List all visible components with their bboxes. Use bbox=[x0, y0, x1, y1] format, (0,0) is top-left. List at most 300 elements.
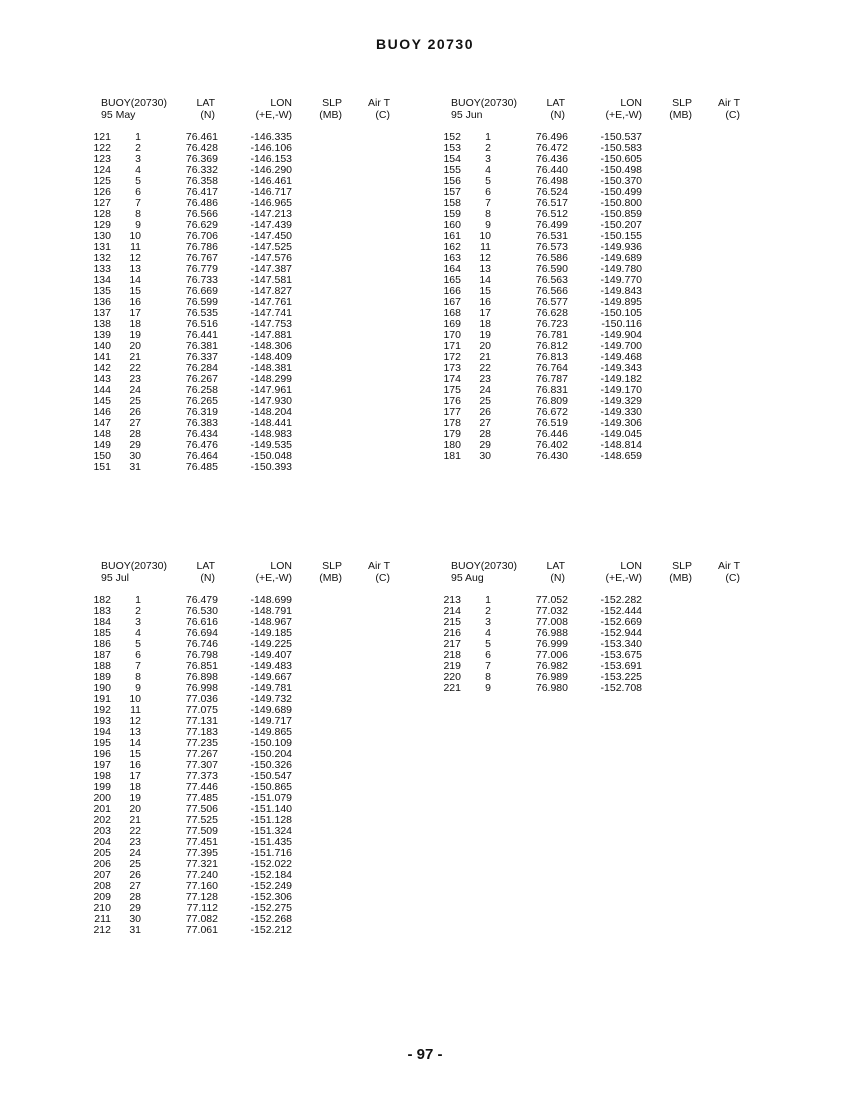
air-temp-unit: (C) bbox=[375, 572, 390, 584]
day-of-year: 205 bbox=[93, 847, 111, 859]
day-of-month: 28 bbox=[129, 891, 141, 903]
lat-header: LAT bbox=[196, 97, 215, 109]
day-of-month: 30 bbox=[129, 450, 141, 462]
day-of-month: 12 bbox=[479, 252, 491, 264]
lon-unit: (+E,-W) bbox=[255, 109, 292, 121]
day-of-year: 182 bbox=[93, 594, 111, 606]
lon-header: LON bbox=[270, 97, 292, 109]
longitude-value: -148.967 bbox=[250, 616, 292, 628]
latitude-value: 76.512 bbox=[535, 208, 568, 220]
longitude-value: -152.282 bbox=[600, 594, 642, 606]
day-of-year: 201 bbox=[93, 803, 111, 815]
latitude-value: 76.999 bbox=[535, 638, 568, 650]
longitude-value: -148.381 bbox=[250, 362, 292, 374]
day-of-year: 179 bbox=[443, 428, 461, 440]
latitude-value: 76.265 bbox=[185, 395, 218, 407]
latitude-value: 76.499 bbox=[535, 219, 568, 231]
day-of-month: 4 bbox=[135, 627, 141, 639]
longitude-value: -149.343 bbox=[600, 362, 642, 374]
day-of-year: 137 bbox=[93, 307, 111, 319]
latitude-value: 76.573 bbox=[535, 241, 568, 253]
day-of-month: 25 bbox=[129, 395, 141, 407]
day-of-year: 127 bbox=[93, 197, 111, 209]
day-of-month: 8 bbox=[485, 208, 491, 220]
day-of-month: 4 bbox=[135, 164, 141, 176]
longitude-value: -149.045 bbox=[600, 428, 642, 440]
longitude-value: -149.483 bbox=[250, 660, 292, 672]
day-of-month: 17 bbox=[129, 307, 141, 319]
latitude-value: 76.441 bbox=[185, 329, 218, 341]
day-of-month: 7 bbox=[485, 197, 491, 209]
slp-header: SLP bbox=[322, 560, 342, 572]
day-of-month: 29 bbox=[129, 902, 141, 914]
longitude-value: -152.184 bbox=[250, 869, 292, 881]
day-of-year: 134 bbox=[93, 274, 111, 286]
day-of-month: 15 bbox=[129, 748, 141, 760]
day-of-year: 158 bbox=[443, 197, 461, 209]
day-of-month: 21 bbox=[479, 351, 491, 363]
latitude-value: 77.395 bbox=[185, 847, 218, 859]
day-of-year: 132 bbox=[93, 252, 111, 264]
month-label: 95 Jul bbox=[101, 572, 130, 584]
day-of-year: 168 bbox=[443, 307, 461, 319]
air-temp-header: Air T bbox=[718, 560, 740, 572]
day-of-month: 19 bbox=[129, 792, 141, 804]
latitude-value: 77.112 bbox=[186, 902, 218, 914]
day-of-month: 1 bbox=[135, 594, 141, 606]
day-of-year: 167 bbox=[443, 296, 461, 308]
latitude-value: 77.075 bbox=[185, 704, 218, 716]
day-of-month: 2 bbox=[135, 605, 141, 617]
longitude-value: -149.895 bbox=[600, 296, 642, 308]
day-of-month: 28 bbox=[129, 428, 141, 440]
day-of-month: 4 bbox=[485, 164, 491, 176]
day-of-month: 28 bbox=[479, 428, 491, 440]
latitude-value: 77.485 bbox=[185, 792, 218, 804]
longitude-value: -147.930 bbox=[250, 395, 292, 407]
longitude-value: -147.581 bbox=[250, 274, 292, 286]
day-of-month: 3 bbox=[135, 153, 141, 165]
day-of-year: 213 bbox=[443, 594, 461, 606]
day-of-month: 7 bbox=[485, 660, 491, 672]
day-of-year: 220 bbox=[443, 671, 461, 683]
longitude-value: -148.791 bbox=[250, 605, 292, 617]
air-temp-header: Air T bbox=[368, 560, 390, 572]
buoy-label: BUOY(20730) bbox=[451, 560, 517, 572]
day-of-year: 150 bbox=[93, 450, 111, 462]
day-of-month: 13 bbox=[129, 263, 141, 275]
day-of-month: 1 bbox=[485, 594, 491, 606]
longitude-value: -146.290 bbox=[250, 164, 292, 176]
latitude-value: 76.369 bbox=[185, 153, 218, 165]
day-of-month: 3 bbox=[485, 616, 491, 628]
air-temp-unit: (C) bbox=[375, 109, 390, 121]
longitude-value: -150.865 bbox=[250, 781, 292, 793]
longitude-value: -153.340 bbox=[600, 638, 642, 650]
longitude-value: -148.659 bbox=[600, 450, 642, 462]
latitude-value: 77.036 bbox=[185, 693, 218, 705]
day-of-year: 221 bbox=[443, 682, 461, 694]
day-of-year: 123 bbox=[93, 153, 111, 165]
day-of-year: 169 bbox=[443, 318, 461, 330]
day-of-year: 194 bbox=[93, 726, 111, 738]
latitude-value: 77.509 bbox=[185, 825, 218, 837]
month-label: 95 Aug bbox=[451, 572, 484, 584]
longitude-value: -147.827 bbox=[250, 285, 292, 297]
day-of-year: 149 bbox=[93, 439, 111, 451]
day-of-year: 191 bbox=[93, 693, 111, 705]
day-of-year: 197 bbox=[93, 759, 111, 771]
air-temp-header: Air T bbox=[718, 97, 740, 109]
latitude-value: 76.402 bbox=[535, 439, 568, 451]
longitude-value: -147.213 bbox=[250, 208, 292, 220]
longitude-value: -149.306 bbox=[600, 417, 642, 429]
day-of-year: 154 bbox=[443, 153, 461, 165]
longitude-value: -149.689 bbox=[600, 252, 642, 264]
day-of-month: 27 bbox=[129, 880, 141, 892]
lon-unit: (+E,-W) bbox=[605, 109, 642, 121]
day-of-year: 161 bbox=[443, 230, 461, 242]
longitude-value: -149.535 bbox=[250, 439, 292, 451]
longitude-value: -149.225 bbox=[250, 638, 292, 650]
day-of-year: 173 bbox=[443, 362, 461, 374]
day-of-year: 189 bbox=[93, 671, 111, 683]
table-subheader bbox=[443, 109, 793, 121]
day-of-year: 177 bbox=[443, 406, 461, 418]
day-of-month: 5 bbox=[135, 175, 141, 187]
latitude-value: 76.428 bbox=[185, 142, 218, 154]
longitude-value: -148.441 bbox=[250, 417, 292, 429]
latitude-value: 76.851 bbox=[185, 660, 218, 672]
day-of-month: 26 bbox=[129, 869, 141, 881]
day-of-month: 4 bbox=[485, 627, 491, 639]
month-label: 95 May bbox=[101, 109, 136, 121]
air-temp-unit: (C) bbox=[725, 572, 740, 584]
day-of-year: 209 bbox=[93, 891, 111, 903]
longitude-value: -152.268 bbox=[250, 913, 292, 925]
longitude-value: -150.109 bbox=[250, 737, 292, 749]
longitude-value: -150.537 bbox=[600, 131, 642, 143]
latitude-value: 76.764 bbox=[535, 362, 568, 374]
latitude-value: 76.530 bbox=[185, 605, 218, 617]
day-of-month: 29 bbox=[479, 439, 491, 451]
air-temp-header: Air T bbox=[368, 97, 390, 109]
latitude-value: 76.535 bbox=[185, 307, 218, 319]
day-of-month: 3 bbox=[485, 153, 491, 165]
day-of-month: 10 bbox=[129, 693, 141, 705]
longitude-value: -152.249 bbox=[250, 880, 292, 892]
day-of-month: 1 bbox=[135, 131, 141, 143]
table-row bbox=[443, 451, 793, 462]
day-of-year: 166 bbox=[443, 285, 461, 297]
latitude-value: 76.566 bbox=[535, 285, 568, 297]
day-of-year: 148 bbox=[93, 428, 111, 440]
day-of-year: 122 bbox=[93, 142, 111, 154]
day-of-year: 151 bbox=[93, 461, 111, 473]
day-of-year: 162 bbox=[443, 241, 461, 253]
latitude-value: 76.472 bbox=[535, 142, 568, 154]
table-header bbox=[443, 560, 793, 572]
day-of-year: 210 bbox=[93, 902, 111, 914]
latitude-value: 76.267 bbox=[185, 373, 218, 385]
day-of-year: 133 bbox=[93, 263, 111, 275]
latitude-value: 77.131 bbox=[185, 715, 218, 727]
latitude-value: 76.798 bbox=[185, 649, 218, 661]
day-of-year: 174 bbox=[443, 373, 461, 385]
latitude-value: 77.506 bbox=[185, 803, 218, 815]
day-of-month: 2 bbox=[485, 605, 491, 617]
day-of-month: 20 bbox=[129, 340, 141, 352]
day-of-month: 8 bbox=[135, 208, 141, 220]
longitude-value: -147.881 bbox=[250, 329, 292, 341]
day-of-month: 9 bbox=[135, 219, 141, 231]
latitude-value: 76.586 bbox=[535, 252, 568, 264]
longitude-value: -150.583 bbox=[600, 142, 642, 154]
latitude-value: 76.779 bbox=[185, 263, 218, 275]
air-temp-unit: (C) bbox=[725, 109, 740, 121]
day-of-year: 218 bbox=[443, 649, 461, 661]
day-of-year: 144 bbox=[93, 384, 111, 396]
day-of-month: 6 bbox=[135, 649, 141, 661]
day-of-year: 143 bbox=[93, 373, 111, 385]
latitude-value: 76.599 bbox=[185, 296, 218, 308]
longitude-value: -152.708 bbox=[600, 682, 642, 694]
longitude-value: -146.335 bbox=[250, 131, 292, 143]
day-of-month: 11 bbox=[130, 241, 141, 253]
longitude-value: -149.780 bbox=[600, 263, 642, 275]
latitude-value: 76.337 bbox=[185, 351, 218, 363]
longitude-value: -150.116 bbox=[601, 318, 642, 330]
longitude-value: -151.435 bbox=[250, 836, 292, 848]
longitude-value: -150.204 bbox=[250, 748, 292, 760]
day-of-year: 129 bbox=[93, 219, 111, 231]
day-of-year: 121 bbox=[93, 131, 111, 143]
table-subheader bbox=[93, 572, 443, 584]
latitude-value: 76.498 bbox=[535, 175, 568, 187]
day-of-year: 219 bbox=[443, 660, 461, 672]
latitude-value: 76.516 bbox=[185, 318, 218, 330]
latitude-value: 76.381 bbox=[185, 340, 218, 352]
longitude-value: -149.468 bbox=[600, 351, 642, 363]
day-of-month: 16 bbox=[129, 296, 141, 308]
day-of-month: 13 bbox=[129, 726, 141, 738]
day-of-year: 215 bbox=[443, 616, 461, 628]
day-of-year: 156 bbox=[443, 175, 461, 187]
latitude-value: 76.258 bbox=[185, 384, 218, 396]
table-row bbox=[93, 462, 443, 473]
longitude-value: -148.699 bbox=[250, 594, 292, 606]
latitude-value: 77.006 bbox=[535, 649, 568, 661]
day-of-year: 146 bbox=[93, 406, 111, 418]
longitude-value: -150.498 bbox=[600, 164, 642, 176]
day-of-month: 8 bbox=[485, 671, 491, 683]
longitude-value: -149.667 bbox=[250, 671, 292, 683]
latitude-value: 76.629 bbox=[185, 219, 218, 231]
day-of-year: 138 bbox=[93, 318, 111, 330]
latitude-value: 76.461 bbox=[185, 131, 218, 143]
page-number: - 97 - bbox=[407, 1046, 443, 1063]
slp-unit: (MB) bbox=[319, 572, 342, 584]
longitude-value: -147.387 bbox=[250, 263, 292, 275]
day-of-month: 26 bbox=[479, 406, 491, 418]
data-table-jul bbox=[93, 560, 443, 936]
lat-header: LAT bbox=[546, 97, 565, 109]
latitude-value: 76.998 bbox=[185, 682, 218, 694]
table-row bbox=[443, 683, 793, 694]
day-of-year: 159 bbox=[443, 208, 461, 220]
day-of-year: 207 bbox=[93, 869, 111, 881]
day-of-year: 184 bbox=[93, 616, 111, 628]
latitude-value: 76.577 bbox=[535, 296, 568, 308]
day-of-year: 195 bbox=[93, 737, 111, 749]
table-row bbox=[93, 925, 443, 936]
lat-unit: (N) bbox=[200, 572, 215, 584]
latitude-value: 76.723 bbox=[535, 318, 568, 330]
longitude-value: -149.185 bbox=[250, 627, 292, 639]
day-of-year: 196 bbox=[93, 748, 111, 760]
day-of-month: 9 bbox=[485, 682, 491, 694]
latitude-value: 76.464 bbox=[185, 450, 218, 462]
slp-unit: (MB) bbox=[669, 572, 692, 584]
latitude-value: 77.446 bbox=[185, 781, 218, 793]
latitude-value: 77.052 bbox=[535, 594, 568, 606]
day-of-month: 7 bbox=[135, 197, 141, 209]
latitude-value: 76.417 bbox=[185, 186, 218, 198]
day-of-year: 193 bbox=[93, 715, 111, 727]
table-subheader bbox=[443, 572, 793, 584]
day-of-month: 14 bbox=[479, 274, 491, 286]
day-of-month: 25 bbox=[479, 395, 491, 407]
table-header bbox=[93, 560, 443, 572]
latitude-value: 76.319 bbox=[185, 406, 218, 418]
longitude-value: -148.306 bbox=[250, 340, 292, 352]
day-of-month: 25 bbox=[129, 858, 141, 870]
latitude-value: 76.694 bbox=[185, 627, 218, 639]
day-of-month: 12 bbox=[129, 715, 141, 727]
latitude-value: 76.786 bbox=[185, 241, 218, 253]
latitude-value: 77.061 bbox=[185, 924, 218, 936]
day-of-year: 185 bbox=[93, 627, 111, 639]
slp-header: SLP bbox=[672, 560, 692, 572]
latitude-value: 76.746 bbox=[185, 638, 218, 650]
day-of-year: 176 bbox=[443, 395, 461, 407]
longitude-value: -147.753 bbox=[250, 318, 292, 330]
longitude-value: -150.859 bbox=[600, 208, 642, 220]
day-of-month: 9 bbox=[485, 219, 491, 231]
longitude-value: -149.770 bbox=[600, 274, 642, 286]
day-of-month: 8 bbox=[135, 671, 141, 683]
longitude-value: -150.370 bbox=[600, 175, 642, 187]
day-of-year: 187 bbox=[93, 649, 111, 661]
day-of-year: 212 bbox=[93, 924, 111, 936]
day-of-month: 22 bbox=[129, 362, 141, 374]
day-of-month: 22 bbox=[129, 825, 141, 837]
table-subheader bbox=[93, 109, 443, 121]
latitude-value: 76.733 bbox=[185, 274, 218, 286]
data-table-jun bbox=[443, 97, 793, 462]
day-of-year: 208 bbox=[93, 880, 111, 892]
latitude-value: 76.284 bbox=[185, 362, 218, 374]
longitude-value: -150.155 bbox=[600, 230, 642, 242]
latitude-value: 76.989 bbox=[535, 671, 568, 683]
day-of-year: 163 bbox=[443, 252, 461, 264]
day-of-year: 141 bbox=[93, 351, 111, 363]
longitude-value: -149.936 bbox=[600, 241, 642, 253]
day-of-year: 165 bbox=[443, 274, 461, 286]
longitude-value: -147.439 bbox=[250, 219, 292, 231]
latitude-value: 76.988 bbox=[535, 627, 568, 639]
latitude-value: 76.486 bbox=[185, 197, 218, 209]
longitude-value: -151.128 bbox=[250, 814, 292, 826]
longitude-value: -149.170 bbox=[600, 384, 642, 396]
day-of-month: 30 bbox=[129, 913, 141, 925]
longitude-value: -150.207 bbox=[600, 219, 642, 231]
latitude-value: 77.240 bbox=[185, 869, 218, 881]
longitude-value: -152.444 bbox=[600, 605, 642, 617]
day-of-year: 140 bbox=[93, 340, 111, 352]
longitude-value: -149.330 bbox=[600, 406, 642, 418]
longitude-value: -151.324 bbox=[250, 825, 292, 837]
day-of-month: 24 bbox=[129, 384, 141, 396]
longitude-value: -149.717 bbox=[250, 715, 292, 727]
day-of-month: 29 bbox=[129, 439, 141, 451]
longitude-value: -149.689 bbox=[250, 704, 292, 716]
day-of-month: 3 bbox=[135, 616, 141, 628]
longitude-value: -149.781 bbox=[250, 682, 292, 694]
day-of-month: 10 bbox=[479, 230, 491, 242]
slp-unit: (MB) bbox=[319, 109, 342, 121]
day-of-year: 170 bbox=[443, 329, 461, 341]
day-of-month: 24 bbox=[479, 384, 491, 396]
longitude-value: -146.461 bbox=[250, 175, 292, 187]
day-of-month: 15 bbox=[479, 285, 491, 297]
latitude-value: 76.590 bbox=[535, 263, 568, 275]
day-of-year: 164 bbox=[443, 263, 461, 275]
day-of-month: 21 bbox=[129, 351, 141, 363]
day-of-month: 2 bbox=[135, 142, 141, 154]
longitude-value: -147.961 bbox=[250, 384, 292, 396]
slp-unit: (MB) bbox=[669, 109, 692, 121]
latitude-value: 76.669 bbox=[185, 285, 218, 297]
longitude-value: -149.732 bbox=[250, 693, 292, 705]
latitude-value: 76.476 bbox=[185, 439, 218, 451]
latitude-value: 77.008 bbox=[535, 616, 568, 628]
latitude-value: 76.524 bbox=[535, 186, 568, 198]
day-of-month: 5 bbox=[485, 638, 491, 650]
day-of-month: 20 bbox=[479, 340, 491, 352]
longitude-value: -152.275 bbox=[250, 902, 292, 914]
day-of-year: 172 bbox=[443, 351, 461, 363]
day-of-year: 178 bbox=[443, 417, 461, 429]
longitude-value: -149.865 bbox=[250, 726, 292, 738]
longitude-value: -152.669 bbox=[600, 616, 642, 628]
latitude-value: 76.496 bbox=[535, 131, 568, 143]
day-of-year: 153 bbox=[443, 142, 461, 154]
day-of-month: 11 bbox=[480, 241, 491, 253]
buoy-label: BUOY(20730) bbox=[101, 560, 167, 572]
day-of-year: 183 bbox=[93, 605, 111, 617]
longitude-value: -146.153 bbox=[250, 153, 292, 165]
longitude-value: -148.409 bbox=[250, 351, 292, 363]
latitude-value: 77.183 bbox=[185, 726, 218, 738]
day-of-year: 188 bbox=[93, 660, 111, 672]
latitude-value: 77.128 bbox=[185, 891, 218, 903]
latitude-value: 76.485 bbox=[185, 461, 218, 473]
latitude-value: 76.440 bbox=[535, 164, 568, 176]
longitude-value: -146.965 bbox=[250, 197, 292, 209]
latitude-value: 76.519 bbox=[535, 417, 568, 429]
day-of-month: 1 bbox=[485, 131, 491, 143]
